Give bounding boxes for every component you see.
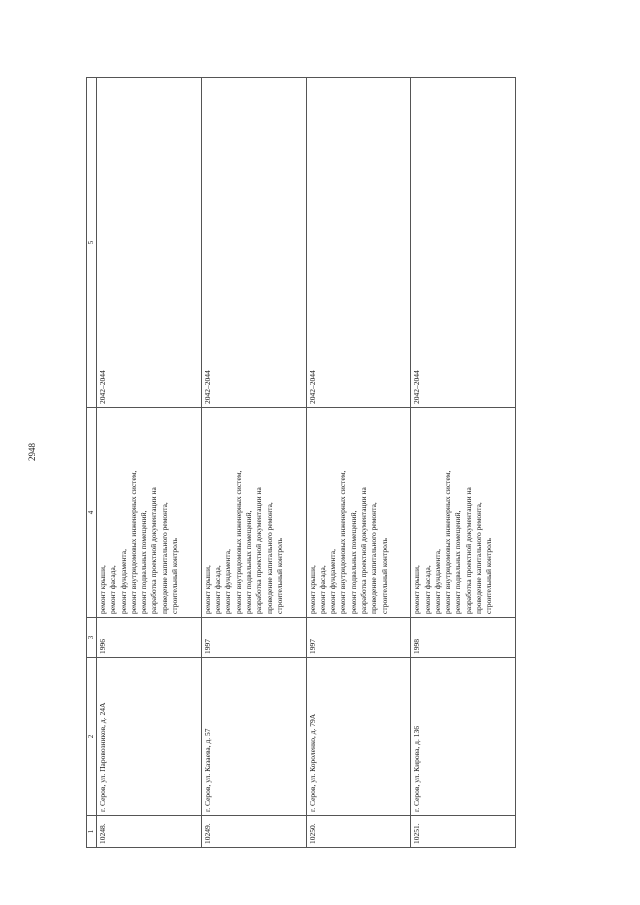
work-item: разработка проектной документации на — [463, 487, 473, 614]
work-item: строительный контроль — [379, 538, 389, 614]
work-item: строительный контроль — [484, 538, 494, 614]
year-cell: 1996 — [97, 618, 202, 658]
address-cell: г. Серов, ул. Кирова, д. 136 — [411, 658, 516, 816]
work-item: разработка проектной документации на — [149, 487, 159, 614]
column-header-5: 5 — [87, 78, 97, 408]
period-cell: 2042–2044 — [306, 78, 411, 408]
work-item: ремонт фундамента, — [223, 549, 233, 614]
works-cell — [411, 408, 516, 618]
column-header-1: 1 — [87, 816, 97, 848]
period-cell: 2042–2044 — [97, 78, 202, 408]
column-header-3: 3 — [87, 618, 97, 658]
work-item: ремонт крыши, — [412, 565, 422, 614]
rotated-table-container — [86, 78, 516, 848]
row-number-cell: 10248. — [97, 816, 202, 848]
work-item: строительный контроль — [274, 538, 284, 614]
work-item: ремонт подвальных помещений, — [348, 510, 358, 614]
work-item: проведение капитального ремонта, — [369, 502, 379, 614]
period-cell: 2042–2044 — [201, 78, 306, 408]
work-item: ремонт фасада, — [213, 565, 223, 614]
address-cell: г. Серов, ул. Короленко, д. 79А — [306, 658, 411, 816]
period-cell: 2042–2044 — [411, 78, 516, 408]
address-cell: г. Серов, ул. Паровозников, д. 24А — [97, 658, 202, 816]
repair-schedule-table — [86, 77, 516, 848]
work-item: ремонт фасада, — [422, 565, 432, 614]
header-row — [87, 78, 97, 848]
work-item: ремонт подвальных помещений, — [243, 510, 253, 614]
table-row — [306, 78, 411, 848]
row-number-cell: 10251. — [411, 816, 516, 848]
work-item: ремонт внутридомовых инженерных систем, — [443, 470, 453, 614]
work-item: ремонт внутридомовых инженерных систем, — [338, 470, 348, 614]
row-number-cell: 10250. — [306, 816, 411, 848]
work-item: проведение капитального ремонта, — [264, 502, 274, 614]
column-header-2: 2 — [87, 658, 97, 816]
work-item: разработка проектной документации на — [254, 487, 264, 614]
work-item: проведение капитального ремонта, — [159, 502, 169, 614]
work-item: разработка проектной документации на — [358, 487, 368, 614]
address-cell: г. Серов, ул. Казаева, д. 57 — [201, 658, 306, 816]
works-cell — [97, 408, 202, 618]
table-row — [97, 78, 202, 848]
work-item: ремонт фундамента, — [118, 549, 128, 614]
work-item: проведение капитального ремонта, — [474, 502, 484, 614]
work-item: ремонт крыши, — [98, 565, 107, 614]
table-row — [411, 78, 516, 848]
work-item: ремонт подвальных помещений, — [453, 510, 463, 614]
work-item: ремонт подвальных помещений, — [139, 510, 149, 614]
year-cell: 1997 — [306, 618, 411, 658]
page-number: 2948 — [27, 443, 37, 461]
work-item: ремонт внутридомовых инженерных систем, — [233, 470, 243, 614]
work-item: ремонт внутридомовых инженерных систем, — [128, 470, 138, 614]
year-cell: 1997 — [201, 618, 306, 658]
work-item: ремонт фасада, — [317, 565, 327, 614]
work-item: ремонт крыши, — [307, 565, 317, 614]
table-row — [201, 78, 306, 848]
works-cell — [201, 408, 306, 618]
works-cell — [306, 408, 411, 618]
work-item: ремонт фундамента, — [432, 549, 442, 614]
work-item: ремонт крыши, — [202, 565, 212, 614]
column-header-4: 4 — [87, 408, 97, 618]
work-item: строительный контроль — [170, 538, 180, 614]
work-item: ремонт фундамента, — [328, 549, 338, 614]
year-cell: 1998 — [411, 618, 516, 658]
work-item: ремонт фасада, — [108, 565, 118, 614]
row-number-cell: 10249. — [201, 816, 306, 848]
